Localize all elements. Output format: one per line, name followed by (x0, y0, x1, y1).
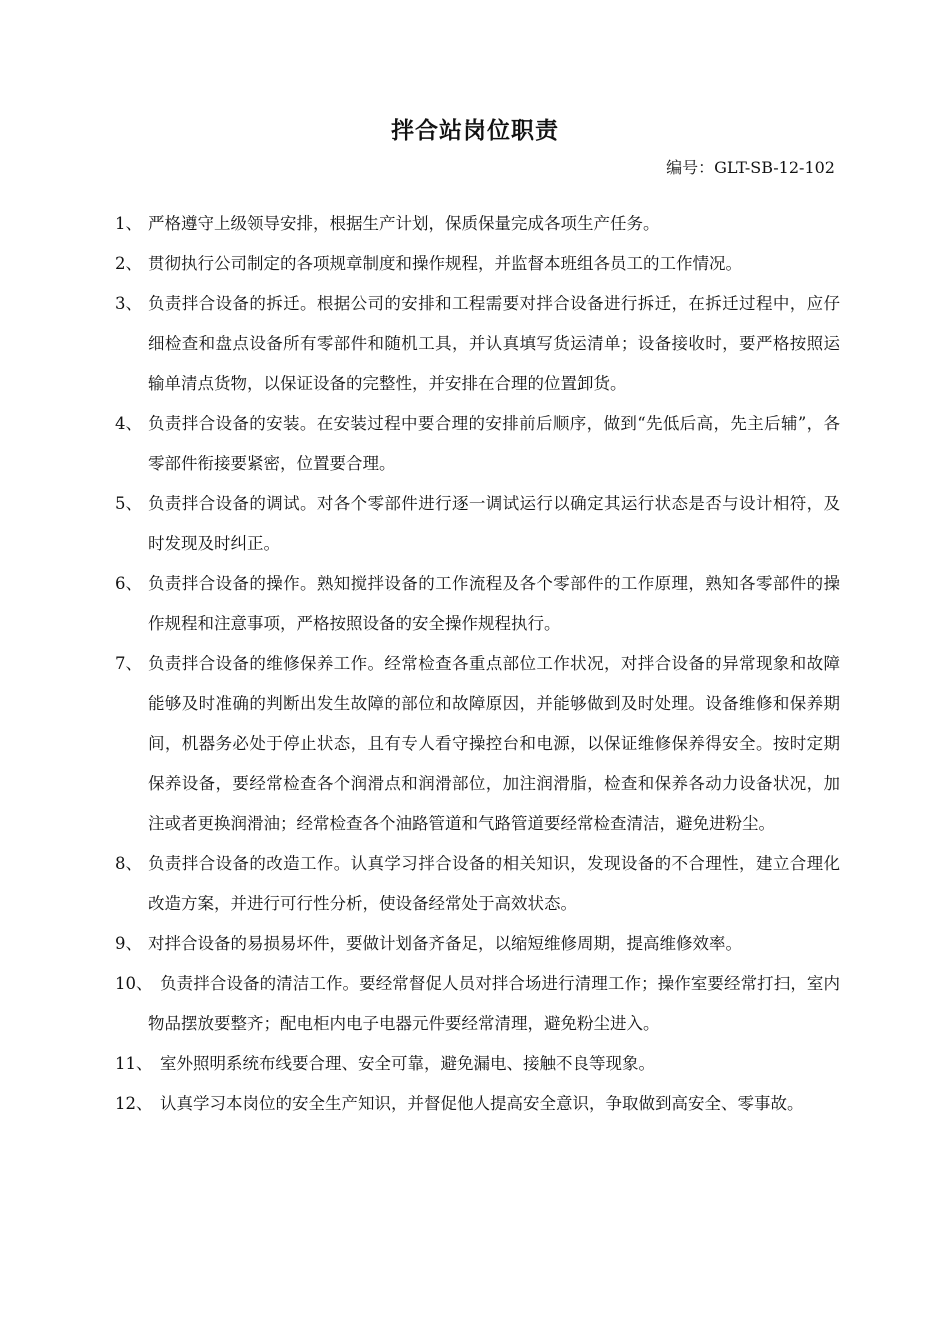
item-text: 贯彻执行公司制定的各项规章制度和操作规程，并监督本班组各员工的工作情况。 (148, 254, 742, 273)
duty-list (115, 204, 840, 1124)
item-text: 对拌合设备的易损易坏件，要做计划备齐备足，以缩短维修周期，提高维修效率。 (148, 934, 742, 953)
page-title: 拌合站岗位职责 (391, 117, 559, 144)
item-number: 8、 (115, 854, 142, 873)
item-text: 负责拌合设备的调试。对各个零部件进行逐一调试运行以确定其运行状态是否与设计相符，及时发现及时纠正。 (148, 494, 840, 553)
item-text: 负责拌合设备的维修保养工作。经常检查各重点部位工作状况，对拌合设备的异常现象和故障能够及时准确的判断出发生故障的部位和故障原因，并能够做到及时处理。设备维修和保养期间，机器务必处于停止状态，且有专人看守操控台和电源，以保证维修保养得安全。按时定期保养设备，要经常检查各个润滑点和润滑部位，加注润滑脂，检查和保养各动力设备状况，加注或者更换润滑油；经常检查各个油路管道和气路管道要经常检查清洁，避免进粉尘。 (148, 654, 840, 833)
item-number: 10、 (115, 974, 153, 993)
item-number: 9、 (115, 934, 142, 953)
item-text: 负责拌合设备的安装。在安装过程中要合理的安排前后顺序，做到“先低后高，先主后辅”，各零部件衔接要紧密，位置要合理。 (148, 414, 840, 473)
item-number: 7、 (115, 654, 142, 673)
item-text: 负责拌合设备的拆迁。根据公司的安排和工程需要对拌合设备进行拆迁，在拆迁过程中，应仔细检查和盘点设备所有零部件和随机工具，并认真填写货运清单；设备接收时，要严格按照运输单清点货物，以保证设备的完整性，并安排在合理的位置卸货。 (148, 294, 840, 393)
item-number: 4、 (115, 414, 142, 433)
item-number: 11、 (115, 1054, 153, 1073)
list-item (115, 404, 840, 484)
list-item (115, 564, 840, 644)
list-item (115, 1044, 840, 1084)
list-item (115, 484, 840, 564)
list-item (115, 284, 840, 404)
item-text: 严格遵守上级领导安排，根据生产计划，保质保量完成各项生产任务。 (148, 214, 660, 233)
document-number: 编号：GLT-SB-12-102 (666, 158, 835, 177)
item-text: 负责拌合设备的清洁工作。要经常督促人员对拌合场进行清理工作；操作室要经常打扫，室内物品摆放要整齐；配电柜内电子电器元件要经常清理，避免粉尘进入。 (148, 974, 840, 1033)
item-text: 认真学习本岗位的安全生产知识，并督促他人提高安全意识，争取做到高安全、零事故。 (160, 1094, 804, 1113)
item-number: 12、 (115, 1094, 153, 1113)
list-item (115, 964, 840, 1044)
list-item (115, 204, 840, 244)
item-number: 2、 (115, 254, 142, 273)
item-text: 负责拌合设备的操作。熟知搅拌设备的工作流程及各个零部件的工作原理，熟知各零部件的操作规程和注意事项，严格按照设备的安全操作规程执行。 (148, 574, 840, 633)
item-text: 负责拌合设备的改造工作。认真学习拌合设备的相关知识，发现设备的不合理性，建立合理化改造方案，并进行可行性分析，使设备经常处于高效状态。 (148, 854, 840, 913)
item-number: 3、 (115, 294, 142, 313)
item-number: 5、 (115, 494, 142, 513)
item-text: 室外照明系统布线要合理、安全可靠，避免漏电、接触不良等现象。 (160, 1054, 655, 1073)
item-number: 1、 (115, 214, 142, 233)
list-item (115, 924, 840, 964)
list-item (115, 644, 840, 844)
list-item (115, 244, 840, 284)
list-item (115, 844, 840, 924)
list-item (115, 1084, 840, 1124)
item-number: 6、 (115, 574, 142, 593)
